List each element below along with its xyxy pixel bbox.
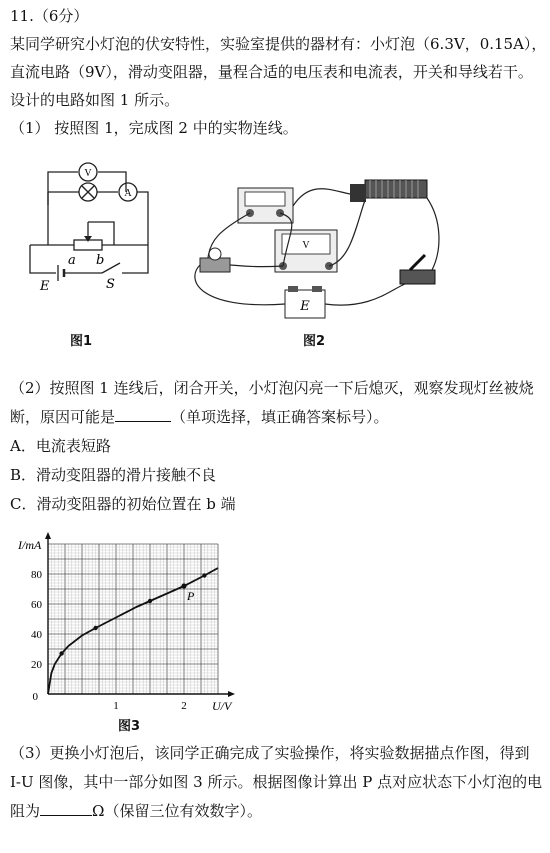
voltmeter-label-2: V <box>302 240 310 251</box>
y-tick-label: 80 <box>31 569 42 581</box>
figure2-apparatus <box>180 150 450 350</box>
part3-suffix: Ω（保留三位有效数字）。 <box>92 802 262 820</box>
wire <box>48 172 78 205</box>
y-axis-label: I/mA <box>18 538 42 552</box>
wire <box>137 192 148 245</box>
y-tick-label: 20 <box>31 659 42 671</box>
part2-line-2 <box>10 407 389 427</box>
lamp-bulb <box>209 248 221 260</box>
label-b: b <box>96 253 105 268</box>
chart-grid <box>48 544 218 694</box>
part2-suffix: （单项选择，填正确答案标号）。 <box>171 408 389 426</box>
intro-line-1: 某同学研究小灯泡的伏安特性，实验室提供的器材有：小灯泡（6.3V，0.15A）， <box>10 35 547 53</box>
part2-line-1: （2）按照图 1 连线后，闭合开关，小灯泡闪亮一下后熄灭，观察发现灯丝被烧 <box>10 379 534 397</box>
figure3-caption: 图3 <box>118 719 141 734</box>
option-a: A．电流表短路 <box>10 437 111 455</box>
y-axis-arrow <box>45 532 51 539</box>
y-tick-label: 60 <box>31 599 42 611</box>
point-p <box>181 583 186 588</box>
figure2-caption: 图2 <box>303 334 326 349</box>
point-p-label: P <box>187 589 195 603</box>
answer-blank-2[interactable] <box>115 407 171 422</box>
ammeter-label: A <box>124 188 132 199</box>
question-number: 11.（6分） <box>10 7 89 25</box>
data-point <box>148 599 152 603</box>
part1-text: （1） 按照图 1，完成图 2 中的实物连线。 <box>10 119 298 137</box>
data-point <box>93 626 97 630</box>
x-axis-label: U/V <box>212 699 232 713</box>
wire <box>98 172 126 192</box>
figure1-caption: 图1 <box>70 334 93 349</box>
part3-line-3 <box>10 801 262 821</box>
part3-prefix: 阻为 <box>10 802 41 820</box>
wire <box>122 245 148 273</box>
part3-line-1: （3）更换小灯泡后，该同学正确完成了实验操作，将实验数据描点作图，得到 <box>10 744 530 762</box>
data-point <box>59 651 63 655</box>
part2-prefix: 断，原因可能是 <box>10 408 116 426</box>
part3-line-2: I-U 图像，其中一部分如图 3 所示。根据图像计算出 P 点对应状态下小灯泡的电 <box>10 773 543 791</box>
intro-line-2: 直流电路（9V），滑动变阻器，量程合适的电压表和电流表，开关和导线若干。 <box>10 63 533 81</box>
switch <box>102 263 120 273</box>
label-E: E <box>40 279 50 294</box>
chart-ticks <box>31 569 187 712</box>
x-axis-arrow <box>228 691 235 697</box>
figure3-chart <box>0 527 260 732</box>
intro-line-3: 设计的电路如图 1 所示。 <box>10 91 180 109</box>
slider-arm <box>88 222 114 245</box>
wire <box>30 245 56 273</box>
option-c: C．滑动变阻器的初始位置在 b 端 <box>10 495 236 513</box>
x-tick-label: 1 <box>113 700 119 712</box>
data-point <box>202 573 206 577</box>
battery-label: E <box>300 299 310 314</box>
answer-blank-3[interactable] <box>40 801 92 816</box>
y-tick-label: 40 <box>31 629 42 641</box>
voltmeter-label: V <box>84 168 92 179</box>
x-tick-label: 2 <box>181 700 187 712</box>
origin-label: 0 <box>32 691 38 703</box>
figure1-circuit <box>18 150 168 350</box>
label-a: a <box>68 253 76 268</box>
label-S: S <box>106 277 115 292</box>
switch <box>400 270 435 284</box>
option-b: B．滑动变阻器的滑片接触不良 <box>10 466 217 484</box>
